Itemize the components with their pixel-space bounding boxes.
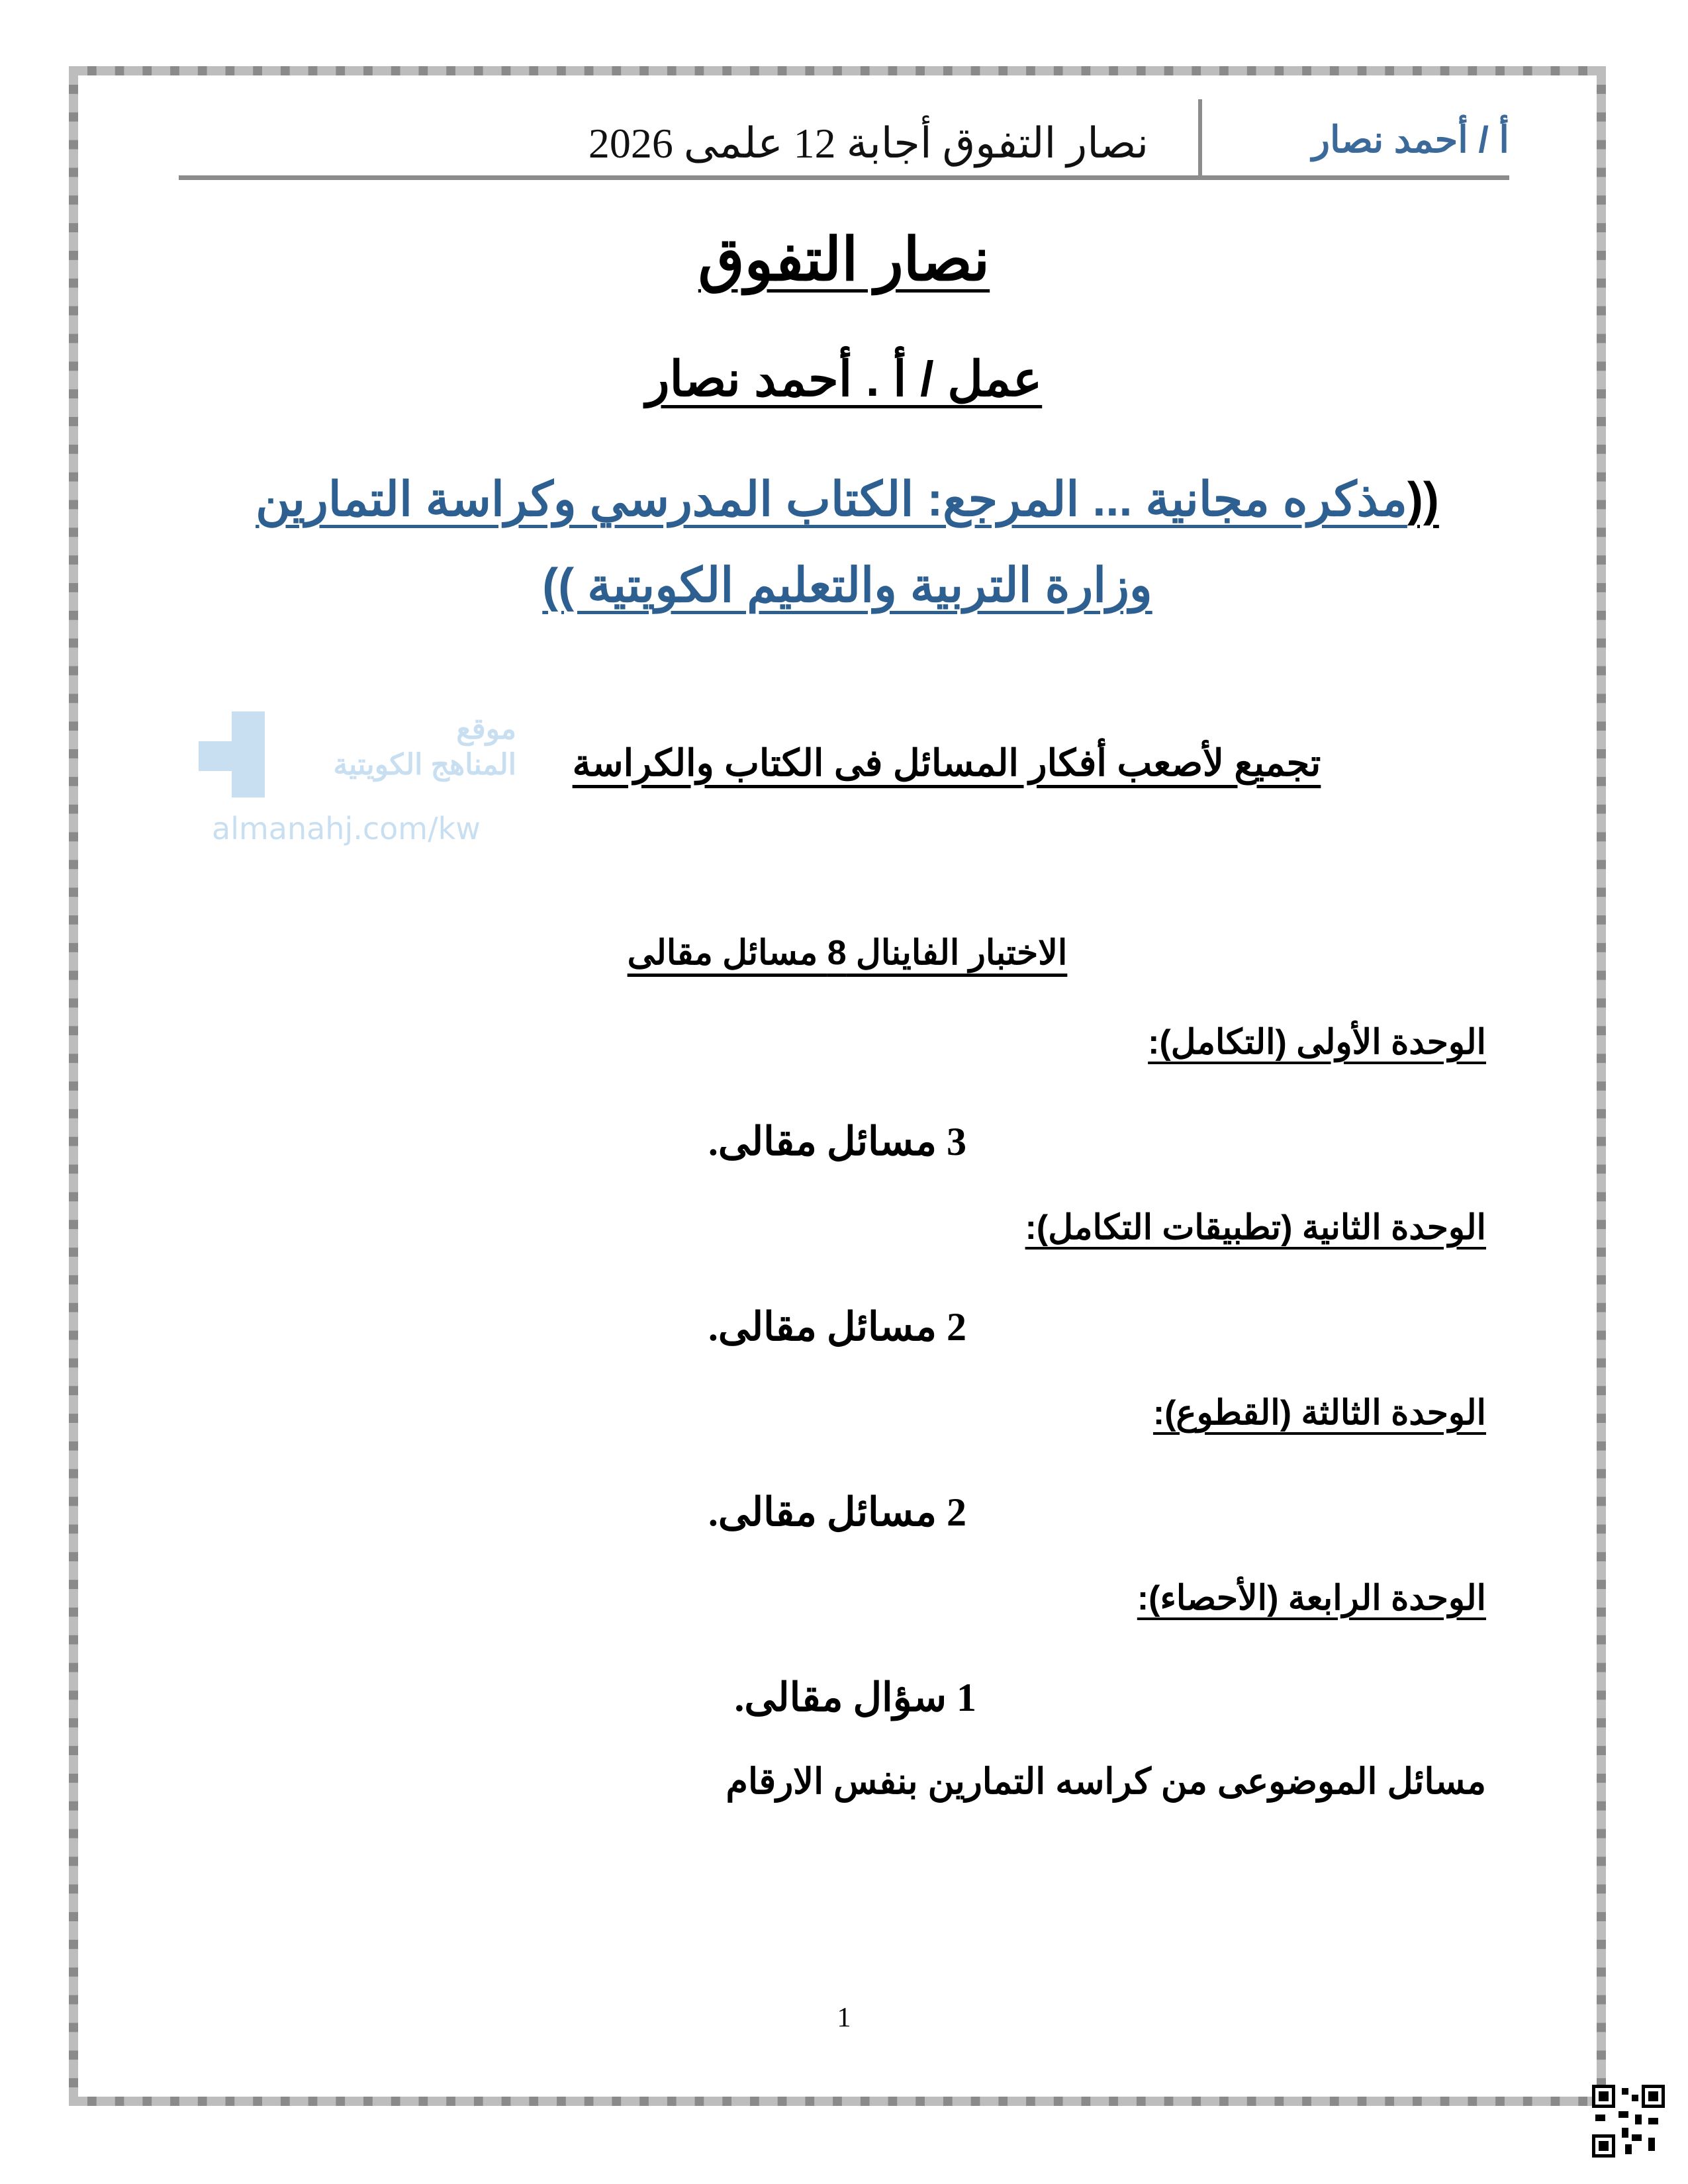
collection-title bbox=[218, 741, 1675, 785]
unit-3-count: 2 مسائل مقالى. bbox=[708, 1490, 966, 1534]
main-title-text: نصار التفوق bbox=[698, 227, 990, 293]
header-author: أ / أحمد نصار bbox=[1312, 118, 1509, 160]
unit-1-count: 3 مسائل مقالى. bbox=[708, 1120, 966, 1163]
memo-line1 bbox=[225, 457, 1470, 543]
unit-4-count: 1 سؤال مقالى. bbox=[734, 1676, 976, 1719]
byline-text: عمل / أ . أحمد نصار bbox=[645, 351, 1043, 406]
memo-line1-text: مذكره مجانية ... المرجع: الكتاب المدرسي وكراسة التمارين bbox=[256, 473, 1407, 526]
header-divider bbox=[1198, 99, 1202, 180]
unit-2-count: 2 مسائل مقالى. bbox=[708, 1305, 966, 1349]
unit-3-title: الوحدة الثالثة (القطوع): bbox=[1152, 1394, 1486, 1432]
memo-line2 bbox=[225, 543, 1470, 629]
collection-title-text: تجميع لأصعب أفكار المسائل فى الكتاب والكراسة bbox=[572, 742, 1321, 784]
page-number: 1 bbox=[837, 2003, 851, 2033]
objective-note: مسائل الموضوعى من كراسه التمارين بنفس الارقام bbox=[726, 1762, 1486, 1801]
header-title: نصار التفوق أجابة 12 علمى 2026 bbox=[588, 120, 1149, 167]
unit-4-title: الوحدة الرابعة (الأحصاء): bbox=[1137, 1579, 1486, 1617]
header-rule bbox=[179, 175, 1509, 180]
page-header bbox=[179, 99, 1509, 180]
final-exam-title bbox=[218, 933, 1476, 973]
memo-reference bbox=[225, 457, 1470, 629]
watermark-url: almanahj.com/kw bbox=[212, 811, 481, 846]
memo-open-paren: (( bbox=[1407, 473, 1439, 526]
unit-1-title: الوحدة الأولى (التكامل): bbox=[1148, 1023, 1486, 1062]
unit-2-title: الوحدة الثانية (تطبيقات التكامل): bbox=[1025, 1208, 1486, 1247]
byline bbox=[0, 351, 1688, 408]
final-exam-title-text: الاختبار الفاينال 8 مسائل مقالى bbox=[627, 934, 1068, 972]
main-title bbox=[0, 225, 1688, 295]
watermark-line1: موقع bbox=[456, 713, 516, 745]
memo-line2-text: وزارة التربية والتعليم الكويتية )) bbox=[542, 559, 1152, 612]
qr-code-icon bbox=[1592, 2085, 1665, 2158]
watermark-line2: المناهج الكويتية bbox=[333, 749, 516, 781]
watermark bbox=[199, 711, 516, 870]
